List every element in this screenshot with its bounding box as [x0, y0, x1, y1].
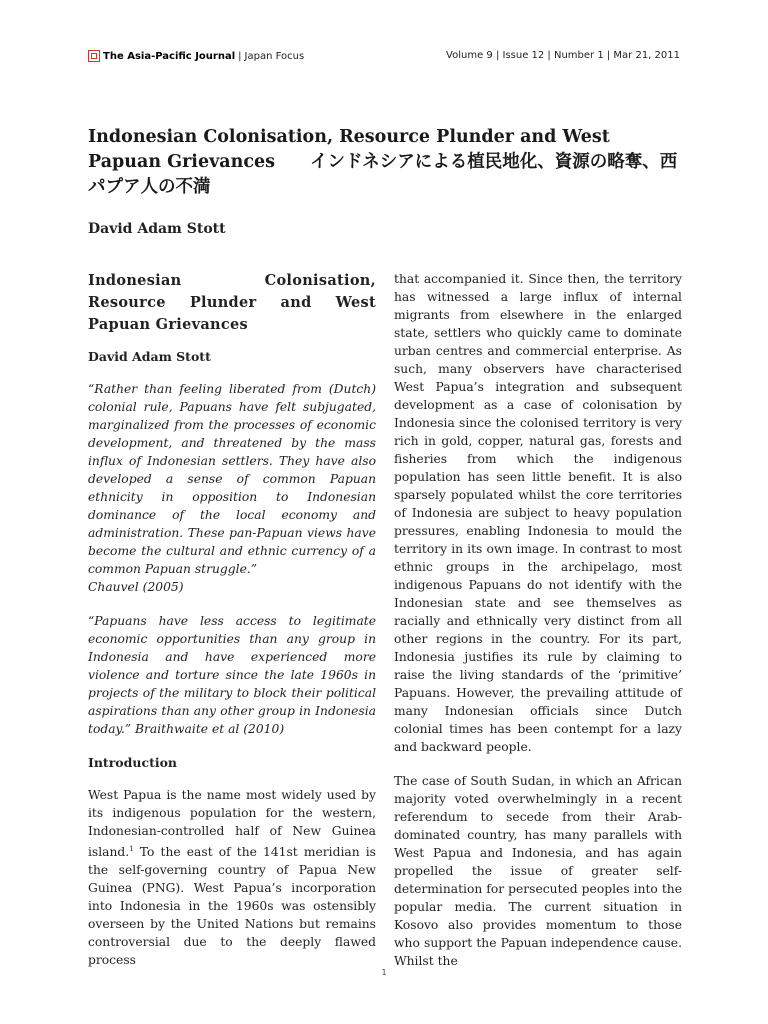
section-author: David Adam Stott [88, 349, 211, 364]
journal-subtitle: Japan Focus [244, 50, 305, 62]
epigraph-1-citation: Chauvel (2005) [88, 580, 184, 594]
header-separator: | [238, 50, 242, 62]
epigraph-1 [88, 380, 376, 596]
left-column [88, 270, 376, 985]
intro-paragraph [88, 786, 376, 969]
epigraph-2-citation: Braithwaite et al (2010) [134, 722, 285, 736]
epigraph-2-quote: “Papuans have less access to legitimate economic opportunities than any group in Indonesia and have experienced more violence and torture since the late 1960s in projects of the military to block their political aspirations than any other group in Indonesia today.” [88, 614, 376, 736]
body-paragraph-1: that accompanied it. Since then, the territory has witnessed a large influx of internal migrants from elsewhere in the enlarged state, settlers who quickly came to dominate urban centres and commercial enterprise. As such, many observers have characterised West Papua’s integration and subsequent development as a case of colonisation by Indonesia since the colonised territory is very rich in gold, copper, natural gas, forests and fisheries from which the indigenous population has seen little benefit. It is also sparsely populated whilst the core territories of Indonesia are subject to heavy population pressures, enabling Indonesia to mould the territory in its own image. In contrast to most ethnic groups in the archipelago, most indigenous Papuans do not identify with the Indonesian state and see themselves as racially and ethnically very distinct from all other regions in the country. For its part, Indonesia justifies its rule by claiming to raise the living standards of the ‘primitive’ Papuans. However, the prevailing attitude of many Indonesian officials since Dutch colonial times has been contempt for a lazy and backward people. [394, 272, 682, 754]
journal-name: The Asia-Pacific Journal [103, 50, 236, 62]
introduction-heading: Introduction [88, 755, 178, 770]
page-title: Indonesian Colonisation, Resource Plunder and West Papuan Grievances インドネシアによる植民地化、資源の略奪、西パプア人の不満 [88, 127, 678, 197]
journal-logo-icon [88, 50, 100, 62]
section-title: Indonesian Colonisation, Resource Plunder and West Papuan Grievances [88, 272, 376, 333]
footnote-ref-1[interactable]: 1 [129, 845, 134, 853]
intro-text-b: To the east of the 141st meridian is the self-governing country of Papua New Guinea (PNG). West Papua’s incorporation into Indonesia in the 1960s was ostensibly overseen by the United Nations but remains controversial due to the deeply flawed process [88, 845, 376, 968]
epigraph-1-quote: “Rather than feeling liberated from (Dutch) colonial rule, Papuans have felt subjugated, marginalized from the processes of economic development, and threatened by the mass influx of Indonesian settlers. They have also developed a sense of common Papuan ethnicity in opposition to Indonesian dominance of the local economy and administration. These pan-Papuan views have become the cultural and ethnic currency of a common Papuan struggle.” [88, 382, 376, 576]
epigraph-2 [88, 612, 376, 738]
issue-info: Volume 9 | Issue 12 | Number 1 | Mar 21, 2011 [446, 50, 680, 61]
body-paragraph-2: The case of South Sudan, in which an African majority voted overwhelmingly in a recent referendum to secede from their Arab-dominated country, has many parallels with West Papua and Indonesia, and has again propelled the issue of greater self-determination for persecuted peoples into the popular media. The current situation in Kosovo also provides momentum to those who support the Papuan independence cause. Whilst the [394, 774, 682, 968]
intro-text-a: West Papua is the name most widely used by its indigenous population for the western, Indonesian-controlled half of New Guinea island. [88, 788, 376, 860]
page-number: 1 [381, 968, 387, 977]
right-column [394, 270, 682, 986]
page-header [88, 50, 680, 64]
main-author: David Adam Stott [88, 221, 226, 237]
journal-branding [88, 50, 304, 62]
